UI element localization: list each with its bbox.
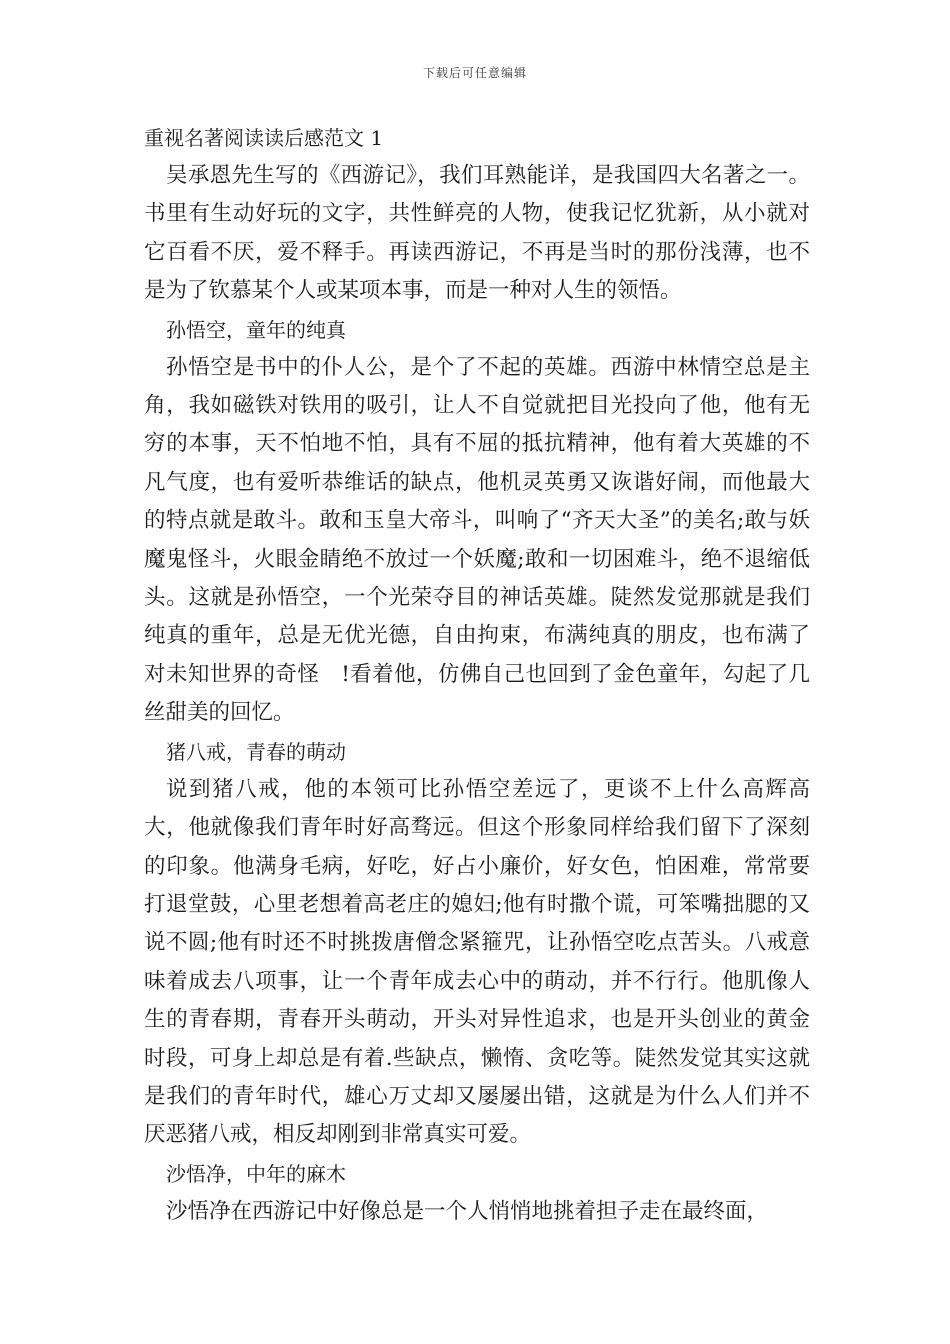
section-body-sha-wujing: 沙悟净在西游记中好像总是一个人悄悄地挑着担子走在最终面， <box>166 1198 769 1224</box>
document-body <box>144 119 810 1231</box>
section-heading-sha-wujing: 沙悟净，中年的麻木 <box>166 1161 346 1186</box>
section-heading-sun-wukong: 孙悟空，童年的纯真 <box>166 317 346 342</box>
page-header-note: 下载后可任意编辑 <box>422 66 527 80</box>
section-body-sun-wukong: 孙悟空是书中的仆人公，是个了不起的英雄。西游中林情空总是主角，我如磁铁对铁用的吸引，让人不自觉就把目光投向了他，他有无穷的本事，天不怕地不怕，具有不屈的抵抗精神，他有着大英雄的不凡气度，也有爱听恭维话的缺点，他机灵英勇又诙谐好闹，而他最大的特点就是敢斗。敢和玉皇大帝斗，叫响了“齐天大圣”的美名;敢与妖魔鬼怪斗，火眼金睛绝不放过一个妖魔;敢和一切困难斗，绝不退缩低头。这就是孙悟空，一个光荣夺目的神话英雄。陡然发觉那就是我们纯真的重年，总是无优光德，自由拘束，布满纯真的朋皮，也布满了对未知世界的奇怪 !看着他，仿佛自己也回到了金色童年，勾起了几丝甜美的回忆。 <box>144 354 810 726</box>
section-body-zhu-bajie: 说到猪八戒，他的本领可比孙悟空差远了，更谈不上什么高辉高大，他就像我们青年时好高骛远。但这个形象同样给我们留下了深刻的印象。他满身毛病，好吃，好占小廉价，好女色，怕困难，常常要打退堂鼓，心里老想着高老庄的媳妇;他有时撒个谎，可笨嘴拙腮的又说不圆;他有时还不时挑拨唐僧念紧箍咒，让孙悟空吃点苦头。八戒意味着成去八项事，让一个青年成去心中的萌动，并不行行。他肌像人生的青春期，青春开头萌动，开头对异性追求，也是开头创业的黄金时段，可身上却总是有着.些缺点，懒惰、贪吃等。陡然发觉其实这就是我们的青年时代，雄心万丈却又屡屡出错，这就是为什么人们并不厌恶猪八戒，相反却刚到非常真实可爱。 <box>144 776 810 1148</box>
intro-paragraph: 吴承恩先生写的《西游记》，我们耳熟能详，是我国四大名著之一。书里有生动好玩的文字，共性鲜亮的人物，使我记忆犹新，从小就对它百看不厌，爱不释手。再读西游记，不再是当时的那份浅薄，也不是为了钦慕某个人或某项本事，而是一种对人生的领悟。 <box>144 163 810 304</box>
document-title: 重视名著阅读读后感范文 1 <box>144 126 384 150</box>
section-heading-zhu-bajie: 猪八戒，青春的萌动 <box>166 739 346 764</box>
